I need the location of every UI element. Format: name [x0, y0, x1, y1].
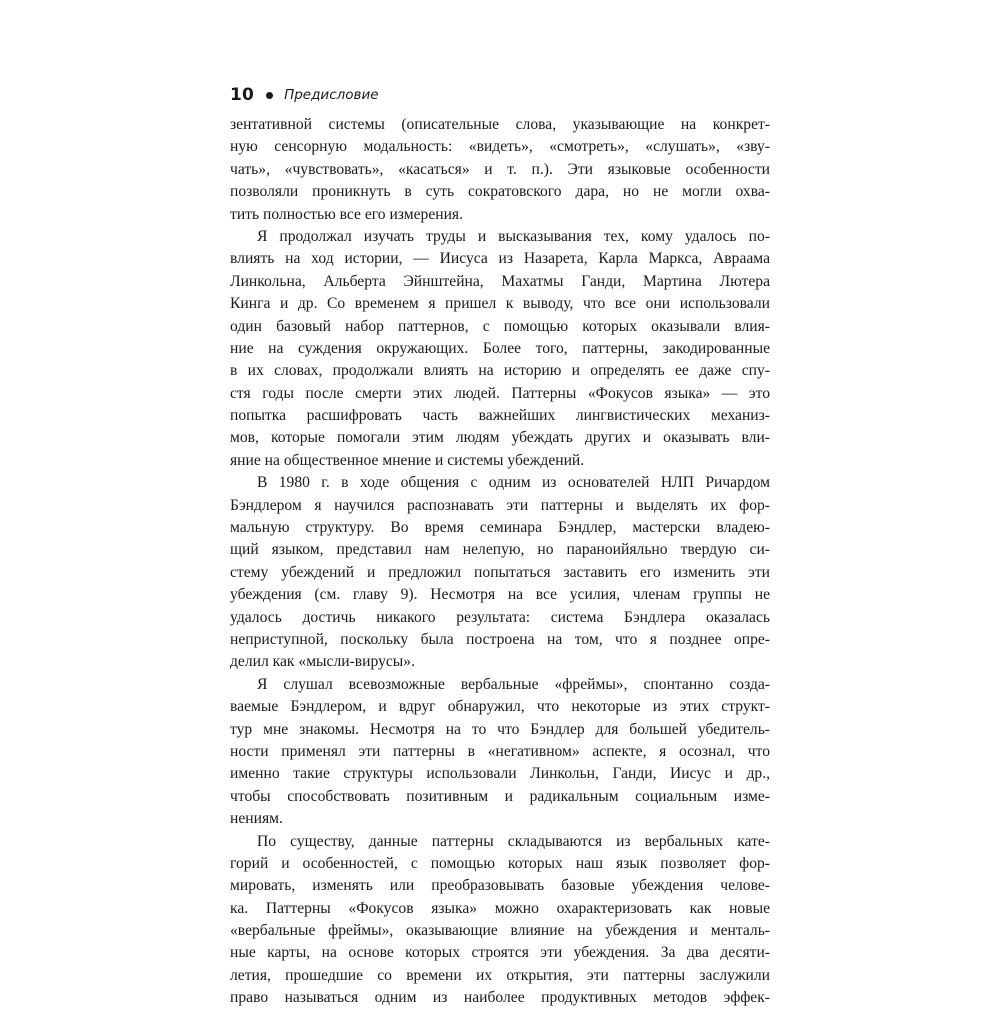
- running-header: [230, 84, 770, 106]
- text-line: чать», «чувствовать», «касаться» и т. п.). Эти языковые особенности: [230, 160, 770, 178]
- text-line: Я слушал всевозможные вербальные «фреймы», спонтанно созда-: [257, 675, 770, 693]
- text-line: тур мне знакомы. Несмотря на то что Бэндлер для большей убедитель-: [230, 720, 770, 738]
- text-line: ные карты, на основе которых строятся эти убеждения. За два десяти-: [230, 944, 770, 962]
- text-line: По существу, данные паттерны складываются из вербальных кате-: [257, 832, 770, 850]
- text-line: ваемые Бэндлером, и вдруг обнаружил, что некоторые из этих структ-: [230, 698, 770, 716]
- text-line: попытка расшифровать часть важнейших лингвистических механиз-: [230, 407, 770, 425]
- text-line: позволяли проникнуть в суть сократовского дара, но не могли охва-: [230, 183, 770, 201]
- text-line: неприступной, поскольку была построена на том, что я позднее опре-: [230, 630, 770, 648]
- text-line: в их словах, продолжали влиять на историю и определять ее даже спу-: [230, 362, 770, 380]
- page-number: 10: [230, 85, 255, 105]
- bullet-dot-icon: [266, 92, 273, 99]
- section-title: Предисловие: [284, 87, 379, 103]
- text-line: мальную структуру. Во время семинара Бэндлер, мастерски владею-: [230, 519, 770, 537]
- text-line: убеждения (см. главу 9). Несмотря на все усилия, членам группы не: [230, 586, 770, 604]
- text-line: «вербальные фреймы», оказывающие влияние на убеждения и менталь-: [230, 922, 770, 940]
- paragraph-1: [230, 114, 770, 226]
- text-line: тить полностью все его измерения.: [230, 205, 464, 223]
- text-line: Кинга и др. Со временем я пришел к выводу, что все они использовали: [230, 295, 770, 313]
- text-line: делил как «мысли-вирусы».: [230, 653, 415, 671]
- text-line: летия, прошедшие со времени их открытия, эти паттерны заслужили: [230, 966, 770, 984]
- text-line: щий языком, представил нам нелепую, но параноийяльно твердую си-: [230, 541, 770, 559]
- text-line: ка. Паттерны «Фокусов языка» можно охарактеризовать как новые: [230, 899, 770, 917]
- text-line: ную сенсорную модальность: «видеть», «смотреть», «слушать», «зву-: [230, 138, 770, 156]
- text-line: мировать, изменять или преобразовывать базовые убеждения челове-: [230, 877, 770, 895]
- text-line: Бэндлером я научился распознавать эти паттерны и выделять их фор-: [230, 496, 770, 514]
- text-line: стему убеждений и предложил попытаться заставить его изменить эти: [230, 563, 770, 581]
- text-line: именно такие структуры использовали Линкольн, Ганди, Иисус и др.,: [230, 765, 770, 783]
- text-line: мов, которые помогали этим людям убеждать других и оказывать вли-: [230, 429, 770, 447]
- text-line: удалось достичь никакого результата: система Бэндлера оказалась: [230, 608, 770, 626]
- text-line: один базовый набор паттернов, с помощью которых оказывали влия-: [230, 317, 770, 335]
- text-line: чтобы способствовать позитивным и радикальным социальным изме-: [230, 787, 770, 805]
- paragraph-2: [230, 226, 770, 472]
- text-line: В 1980 г. в ходе общения с одним из основателей НЛП Ричардом: [257, 474, 770, 492]
- text-line: право называться одним из наиболее продуктивных методов эффек-: [230, 989, 770, 1007]
- text-line: влиять на ход истории, — Иисуса из Назарета, Карла Маркса, Авраама: [230, 250, 770, 268]
- text-line: яние на общественное мнение и системы убеждений.: [230, 451, 585, 469]
- text-line: ние на суждения окружающих. Более того, паттерны, закодированные: [230, 339, 770, 357]
- body-text: [230, 114, 770, 1010]
- text-line: нениям.: [230, 810, 283, 828]
- text-line: Линкольна, Альберта Эйнштейна, Махатмы Ганди, Мартина Лютера: [230, 272, 770, 290]
- paragraph-4: [230, 674, 770, 831]
- paragraph-3: [230, 472, 770, 674]
- text-line: стя годы после смерти этих людей. Паттерны «Фокусов языка» — это: [230, 384, 770, 402]
- text-line: ности применял эти паттерны в «негативном» аспекте, я осознал, что: [230, 742, 770, 760]
- paragraph-5: [230, 831, 770, 1010]
- text-line: горий и особенностей, с помощью которых наш язык позволяет фор-: [230, 854, 770, 872]
- text-line: Я продолжал изучать труды и высказывания тех, кому удалось по-: [257, 227, 770, 245]
- text-line: зентативной системы (описательные слова, указывающие на конкрет-: [230, 116, 770, 133]
